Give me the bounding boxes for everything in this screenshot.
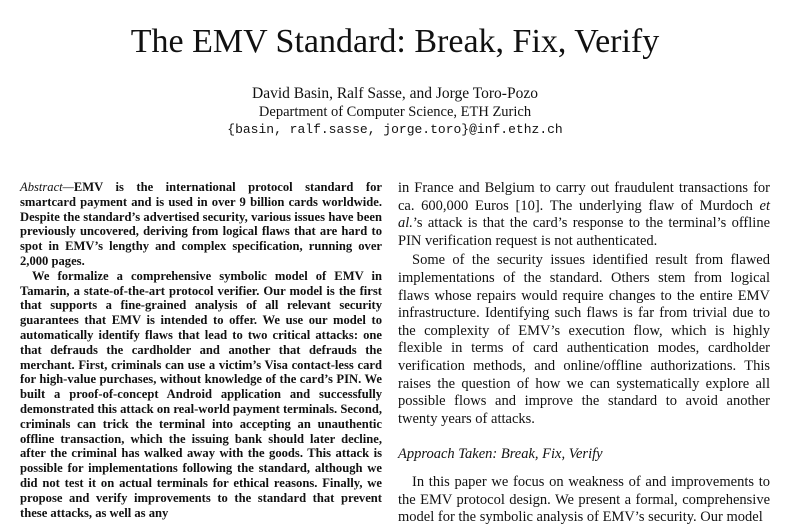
left-column: [20, 180, 382, 520]
section-heading: Approach Taken: Break, Fix, Verify: [398, 446, 603, 463]
paper-title: The EMV Standard: Break, Fix, Verify: [130, 23, 660, 60]
body-paragraph-2: Some of the security issues identified result from flawed implementations of the standard. Others stem from logical flaws whose repairs would require changes to the entire EMV infrastructure. Identifying such flaws is far from trivial due to the complexity of EMV’s execution flow, which is highly flexible in terms of card authentication modes, cardholder verification methods, and online/offline authorizations. This raises the question of how we can systematically explore all possible flows and improve the standard to avoid another twenty years of attacks.: [398, 252, 770, 427]
author-affiliation: Department of Computer Science, ETH Zurich: [258, 104, 532, 120]
abstract-paragraph-2: We formalize a comprehensive symbolic model of EMV in Tamarin, a state-of-the-art protocol verifier. Our model is the first that supports a fine-grained analysis of all relevant security guarantees that EMV is intended to offer. We use our model to automatically identify flaws that lead to two critical attacks: one that defrauds the cardholder and another that defrauds the merchant. First, criminals can use a victim’s Visa contact-less card for high-value purchases, without knowledge of the card’s PIN. We built a proof-of-concept Android application and successfully demonstrated this attack on real-world payment terminals. Second, criminals can trick the terminal into accepting an unauthentic offline transaction, which the issuing bank should later decline, after the criminal has walked away with the goods. This attack is possible for implementations following the standard, although we did not test it on actual terminals for ethical reasons. Finally, we propose and verify improvements to the standard that prevent these attacks, as well as any: [20, 268, 382, 520]
right-column: [398, 180, 770, 527]
abstract-text: EMV is the international protocol standard for smartcard payment and is used in over 9 billion cards worldwide. Despite the standard’s advertised security, various issues have been previously uncovered, deriving from logical flaws that are hard to spot in EMV’s lengthy and complex specification, running over 2,000 pages.: [20, 180, 382, 268]
abstract-label: Abstract—: [20, 180, 74, 194]
body-paragraph-1: [398, 180, 770, 250]
paper-authors: David Basin, Ralf Sasse, and Jorge Toro-Pozo: [252, 85, 538, 102]
body-paragraph-1-etal: et al.: [398, 197, 770, 232]
body-paragraph-1-text-a: in France and Belgium to carry out fraudulent transactions for ca. 600,000 Euros [10]. The underlying flaw of Murdoch: [398, 180, 770, 214]
author-email: {basin, ralf.sasse, jorge.toro}@inf.ethz.ch: [227, 122, 563, 137]
abstract-paragraph: [20, 180, 382, 269]
body-paragraph-1-text-b: ’s attack is that the card’s response to the terminal’s offline PIN verification request is not authenticated.: [398, 215, 770, 249]
body-paragraph-3: In this paper we focus on weakness of and improvements to the EMV protocol design. We present a formal, comprehensive model for the symbolic analysis of EMV’s security. Our model: [398, 473, 770, 526]
